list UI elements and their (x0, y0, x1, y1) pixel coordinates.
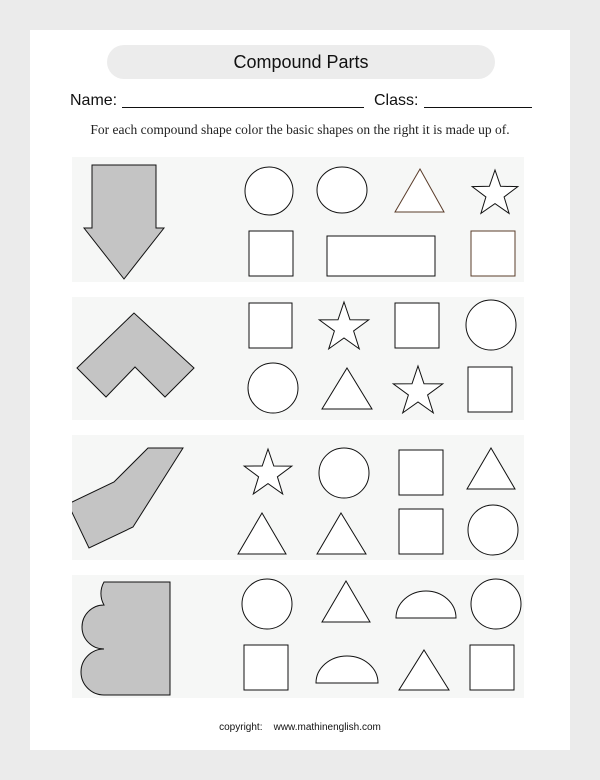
exercise-panel-3 (72, 435, 524, 560)
worksheet-title: Compound Parts (107, 45, 495, 79)
choice-star-1[interactable] (319, 302, 368, 349)
class-blank-line (424, 107, 532, 108)
choice-triangle-3[interactable] (317, 513, 366, 554)
compound-arrow-down-shape (84, 165, 164, 279)
choice-star-2[interactable] (393, 366, 442, 413)
copyright-site: www.mathinenglish.com (273, 722, 381, 733)
choice-circle-2[interactable] (468, 505, 518, 555)
choice-circle-1[interactable] (466, 300, 516, 350)
instructions-text: For each compound shape color the basic shapes on the right it is made up of. (90, 122, 510, 137)
name-blank-line (122, 107, 364, 108)
exercise-panel-1 (72, 157, 524, 282)
choice-square-2[interactable] (399, 509, 443, 554)
choice-square-2[interactable] (471, 231, 515, 276)
choice-star-1[interactable] (472, 170, 518, 213)
exercise-panel-4 (72, 575, 524, 698)
choice-circle-1[interactable] (245, 167, 293, 215)
choice-square-1[interactable] (249, 231, 293, 276)
choice-square-2[interactable] (395, 303, 439, 348)
choice-square-3[interactable] (468, 367, 512, 412)
choice-square-1[interactable] (399, 450, 443, 495)
choice-square-1[interactable] (249, 303, 292, 348)
choice-triangle-1[interactable] (395, 169, 444, 212)
choice-semicircle-1[interactable] (396, 591, 456, 618)
compound-chevron-shape (77, 313, 194, 397)
copyright-label: copyright: (219, 722, 263, 733)
choice-circle-2[interactable] (471, 579, 521, 629)
compound-square-with-semicircles-shape (81, 582, 170, 695)
choice-triangle-2[interactable] (238, 513, 286, 554)
exercise-panel-2 (72, 297, 524, 420)
name-label: Name: (70, 92, 118, 109)
footer-copyright (30, 722, 570, 733)
choice-semicircle-2[interactable] (316, 656, 378, 683)
choice-square-2[interactable] (470, 645, 514, 690)
compound-bent-shape (72, 448, 183, 548)
choice-circle-2[interactable] (248, 363, 298, 413)
choice-triangle-1[interactable] (322, 581, 370, 622)
choice-square-1[interactable] (244, 645, 288, 690)
choice-triangle-2[interactable] (399, 650, 449, 690)
choice-triangle-1[interactable] (467, 448, 515, 489)
choice-circle-1[interactable] (242, 579, 292, 629)
choice-circle-1[interactable] (319, 448, 369, 498)
class-label: Class: (374, 92, 419, 109)
choice-triangle-1[interactable] (322, 368, 372, 409)
choice-circle-2[interactable] (317, 167, 367, 213)
choice-star-1[interactable] (244, 449, 292, 494)
choice-rectangle-1[interactable] (327, 236, 435, 276)
